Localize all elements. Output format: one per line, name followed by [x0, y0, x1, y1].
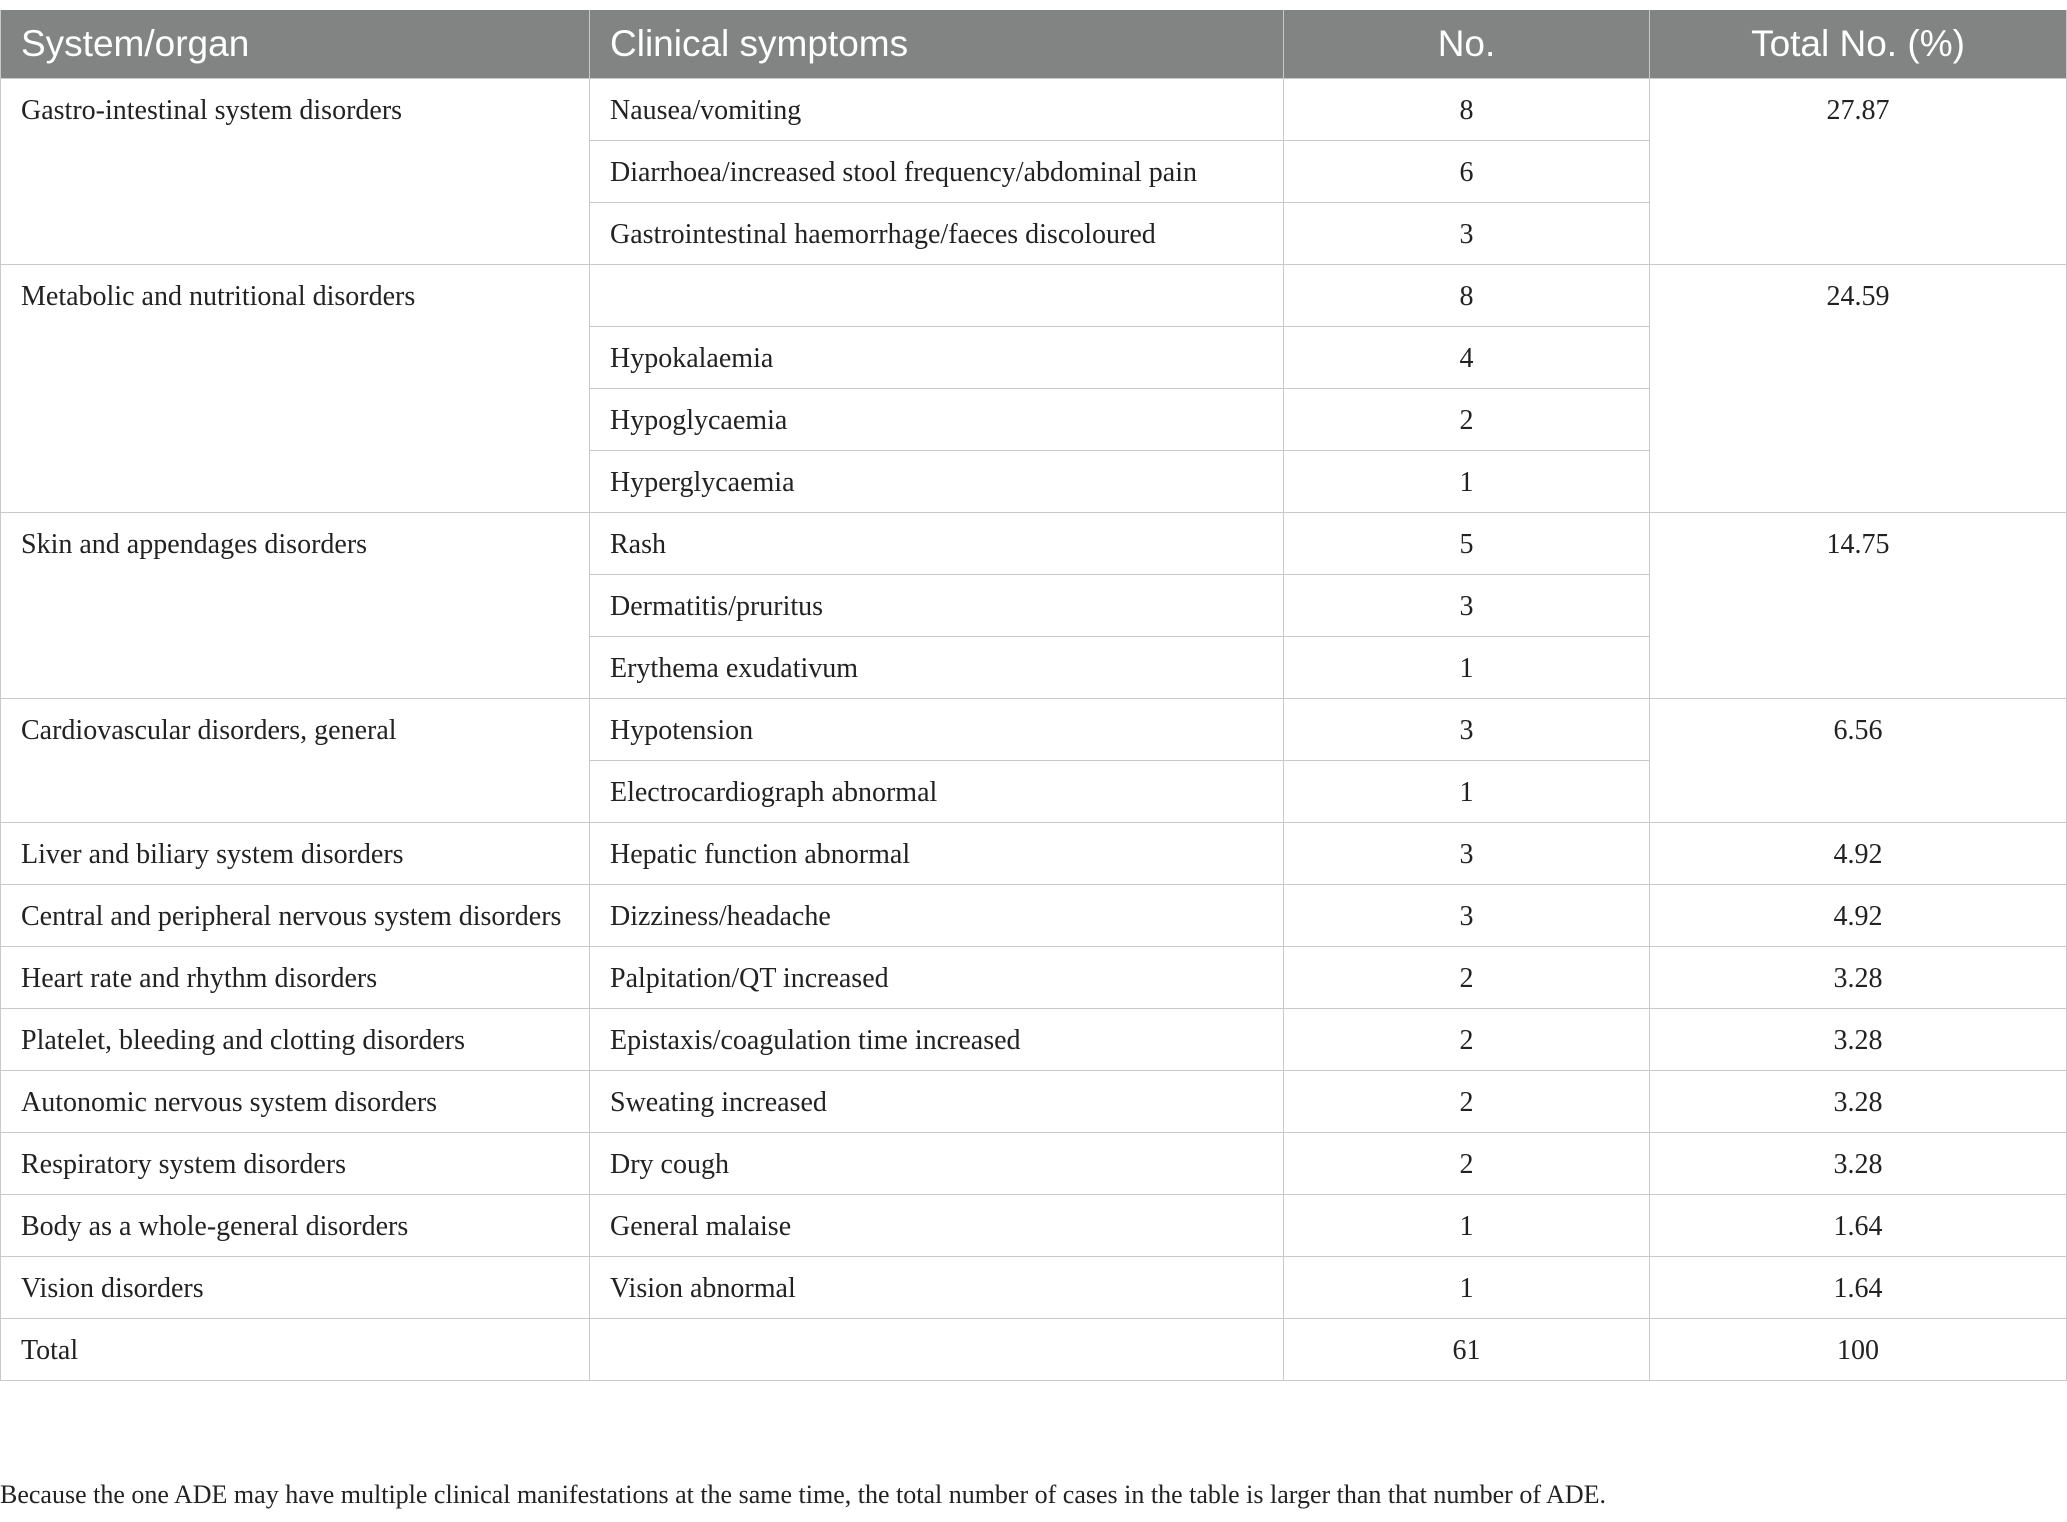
system-organ-cell: Body as a whole-general disorders	[1, 1195, 590, 1257]
table-row	[1, 1009, 2067, 1071]
system-organ-cell: Metabolic and nutritional disorders	[1, 265, 590, 513]
count-cell: 2	[1284, 1071, 1650, 1133]
system-organ-cell: Vision disorders	[1, 1257, 590, 1319]
clinical-symptom-cell: Vision abnormal	[590, 1257, 1284, 1319]
clinical-symptom-cell: Gastrointestinal haemorrhage/faeces discoloured	[590, 203, 1284, 265]
table-header	[1, 10, 2067, 79]
system-organ-cell: Respiratory system disorders	[1, 1133, 590, 1195]
clinical-symptom-cell: Rash	[590, 513, 1284, 575]
table-row	[1, 823, 2067, 885]
total-percent-cell: 3.28	[1650, 1071, 2067, 1133]
system-organ-cell: Platelet, bleeding and clotting disorders	[1, 1009, 590, 1071]
clinical-symptom-cell: Electrocardiograph abnormal	[590, 761, 1284, 823]
clinical-symptom-cell: Erythema exudativum	[590, 637, 1284, 699]
table-footnote: Because the one ADE may have multiple clinical manifestations at the same time, the total number of cases in the table is larger than that number of ADE.	[0, 1480, 1606, 1509]
table-row	[1, 513, 2067, 575]
table-row	[1, 1071, 2067, 1133]
clinical-symptom-cell: Hepatic function abnormal	[590, 823, 1284, 885]
system-organ-cell: Autonomic nervous system disorders	[1, 1071, 590, 1133]
total-percent-cell: 3.28	[1650, 1009, 2067, 1071]
system-organ-cell: Total	[1, 1319, 590, 1381]
clinical-symptom-cell: Dizziness/headache	[590, 885, 1284, 947]
system-organ-cell: Skin and appendages disorders	[1, 513, 590, 699]
count-cell: 6	[1284, 141, 1650, 203]
count-cell: 2	[1284, 1133, 1650, 1195]
count-cell: 3	[1284, 575, 1650, 637]
count-cell: 1	[1284, 451, 1650, 513]
header-count: No.	[1284, 10, 1650, 79]
count-cell: 3	[1284, 203, 1650, 265]
table-body	[1, 79, 2067, 1381]
count-cell: 2	[1284, 1009, 1650, 1071]
clinical-symptom-cell: Dermatitis/pruritus	[590, 575, 1284, 637]
clinical-symptom-cell: Hypotension	[590, 699, 1284, 761]
clinical-symptom-cell: Palpitation/QT increased	[590, 947, 1284, 1009]
system-organ-cell: Central and peripheral nervous system disorders	[1, 885, 590, 947]
count-cell: 2	[1284, 947, 1650, 1009]
table-row	[1, 885, 2067, 947]
system-organ-cell: Cardiovascular disorders, general	[1, 699, 590, 823]
total-percent-cell: 27.87	[1650, 79, 2067, 265]
clinical-symptom-cell: Epistaxis/coagulation time increased	[590, 1009, 1284, 1071]
count-cell: 8	[1284, 79, 1650, 141]
table-row	[1, 947, 2067, 1009]
count-cell: 1	[1284, 637, 1650, 699]
count-cell: 3	[1284, 885, 1650, 947]
table-row	[1, 79, 2067, 141]
count-cell: 2	[1284, 389, 1650, 451]
total-percent-cell: 3.28	[1650, 947, 2067, 1009]
count-cell: 3	[1284, 699, 1650, 761]
clinical-symptom-cell: General malaise	[590, 1195, 1284, 1257]
adverse-event-table	[0, 10, 2067, 1381]
count-cell: 1	[1284, 1195, 1650, 1257]
clinical-symptom-cell	[590, 1319, 1284, 1381]
clinical-symptom-cell: Diarrhoea/increased stool frequency/abdominal pain	[590, 141, 1284, 203]
system-organ-cell: Gastro-intestinal system disorders	[1, 79, 590, 265]
count-cell: 4	[1284, 327, 1650, 389]
header-total-percent: Total No. (%)	[1650, 10, 2067, 79]
table-row	[1, 699, 2067, 761]
clinical-symptom-cell	[590, 265, 1284, 327]
total-percent-cell: 1.64	[1650, 1195, 2067, 1257]
clinical-symptom-cell: Hypoglycaemia	[590, 389, 1284, 451]
total-percent-cell: 4.92	[1650, 885, 2067, 947]
count-cell: 8	[1284, 265, 1650, 327]
count-cell: 3	[1284, 823, 1650, 885]
count-cell: 1	[1284, 1257, 1650, 1319]
system-organ-cell: Heart rate and rhythm disorders	[1, 947, 590, 1009]
table-row	[1, 1195, 2067, 1257]
total-percent-cell: 4.92	[1650, 823, 2067, 885]
total-percent-cell: 6.56	[1650, 699, 2067, 823]
table-row	[1, 265, 2067, 327]
table-row	[1, 1133, 2067, 1195]
total-percent-cell: 3.28	[1650, 1133, 2067, 1195]
header-clinical-symptoms: Clinical symptoms	[590, 10, 1284, 79]
total-percent-cell: 1.64	[1650, 1257, 2067, 1319]
count-cell: 61	[1284, 1319, 1650, 1381]
table-row	[1, 1257, 2067, 1319]
total-percent-cell: 14.75	[1650, 513, 2067, 699]
adverse-event-table-container	[0, 10, 2066, 1381]
header-system-organ: System/organ	[1, 10, 590, 79]
header-row	[1, 10, 2067, 79]
total-percent-cell: 24.59	[1650, 265, 2067, 513]
count-cell: 1	[1284, 761, 1650, 823]
clinical-symptom-cell: Hyperglycaemia	[590, 451, 1284, 513]
clinical-symptom-cell: Dry cough	[590, 1133, 1284, 1195]
count-cell: 5	[1284, 513, 1650, 575]
clinical-symptom-cell: Nausea/vomiting	[590, 79, 1284, 141]
system-organ-cell: Liver and biliary system disorders	[1, 823, 590, 885]
table-row	[1, 1319, 2067, 1381]
clinical-symptom-cell: Sweating increased	[590, 1071, 1284, 1133]
total-percent-cell: 100	[1650, 1319, 2067, 1381]
clinical-symptom-cell: Hypokalaemia	[590, 327, 1284, 389]
